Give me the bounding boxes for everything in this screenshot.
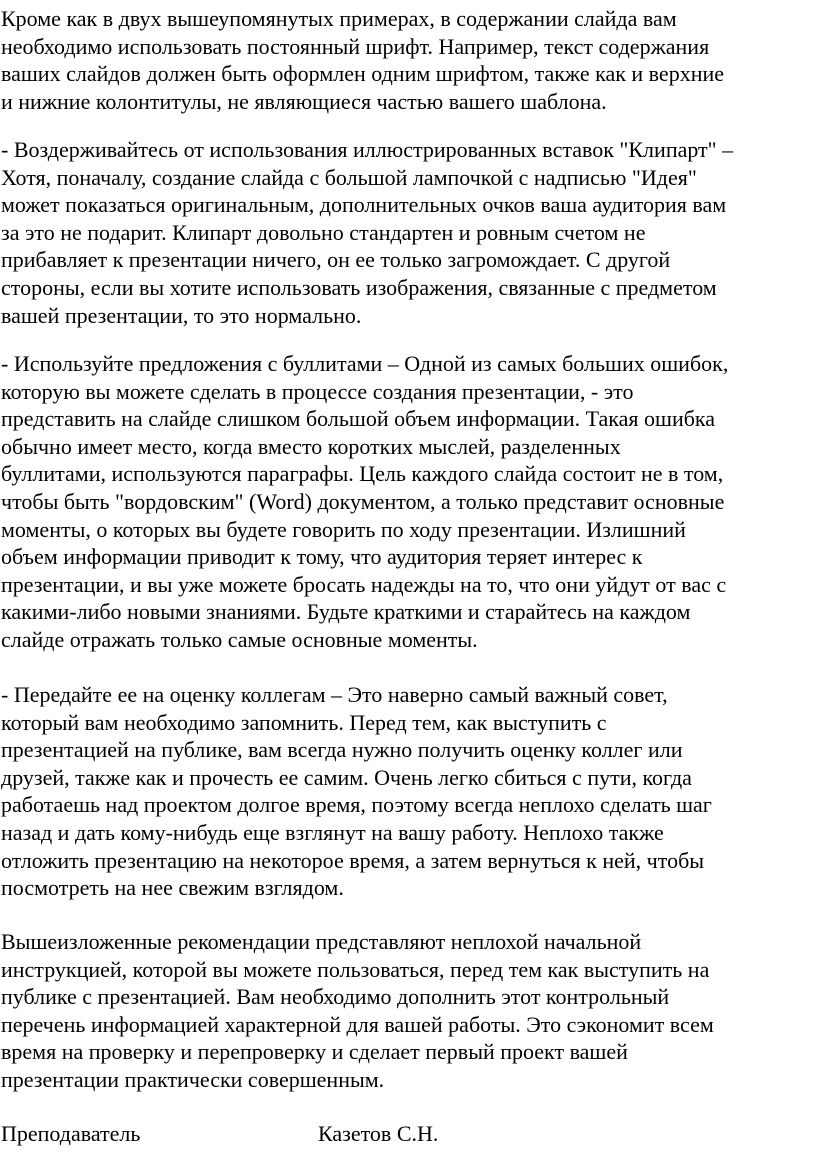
signature-name: Казетов С.Н. [318, 1121, 439, 1146]
paragraph-use-bullets: - Используйте предложения с буллитами – Одной из самых больших ошибок, которую вы можете сделать в процессе создания презентации, - это представить на слайде слишком большой объем информации. Такая ошибка обычно имеет место, когда вместо коротких мыслей, разделенных буллитами, используются параграфы. Цель каждого слайда состоит не в том, чтобы быть "вордовским" (Word) документом, а только представит основные моменты, о которых вы будете говорить по ходу презентации. Излишний объем информации приводит к тому, что аудитория теряет интерес к презентации, и вы уже можете бросать надежды на то, что они уйдут от вас с какими-либо новыми знаниями. Будьте краткими и старайтесь на каждом слайде отражать только самые основные моменты. [1, 351, 729, 652]
paragraph-consistent-font: Кроме как в двух вышеупомянутых примерах, в содержании слайда вам необходимо использовать постоянный шрифт. Например, текст содержания ваших слайдов должен быть оформлен одним шрифтом, также как и верхние и нижние колонтитулы, не являющиеся частью вашего шаблона. [1, 6, 725, 114]
paragraph-peer-review: - Передайте ее на оценку коллегам – Это наверно самый важный совет, который вам необходимо запомнить. Перед тем, как выступить с презентацией на публике, вам всегда нужно получить оценку коллег или друзей, также как и прочесть ее самим. Очень легко сбиться с пути, когда работаешь над проектом долгое время, поэтому всегда неплохо сделать шаг назад и дать кому-нибудь еще взглянут на вашу работу. Неплохо также отложить презентацию на некоторое время, а затем вернуться к ней, чтобы посмотреть на нее свежим взглядом. [1, 682, 712, 901]
paragraph-conclusion: Вышеизложенные рекомендации представляют неплохой начальной инструкцией, которой вы можете пользоваться, перед тем как выступить на публике с презентацией. Вам необходимо дополнить этот контрольный перечень информацией характерной для вашей работы. Это сэкономит всем время на проверку и перепроверку и сделает первый проект вашей презентации практически совершенным. [1, 929, 714, 1092]
signature-role: Преподаватель [1, 1121, 141, 1146]
paragraph-avoid-clipart: - Воздерживайтесь от использования иллюстрированных вставок "Клипарт" – Хотя, поначалу, создание слайда с большой лампочкой с надписью "Идея" может показаться оригинальным, дополнительных очков ваша аудитория вам за это не подарит. Клипарт довольно стандартен и ровным счетом не прибавляет к презентации ничего, он ее только загромождает. С другой стороны, если вы хотите использовать изображения, связанные с предметом вашей презентации, то это нормально. [1, 137, 734, 328]
